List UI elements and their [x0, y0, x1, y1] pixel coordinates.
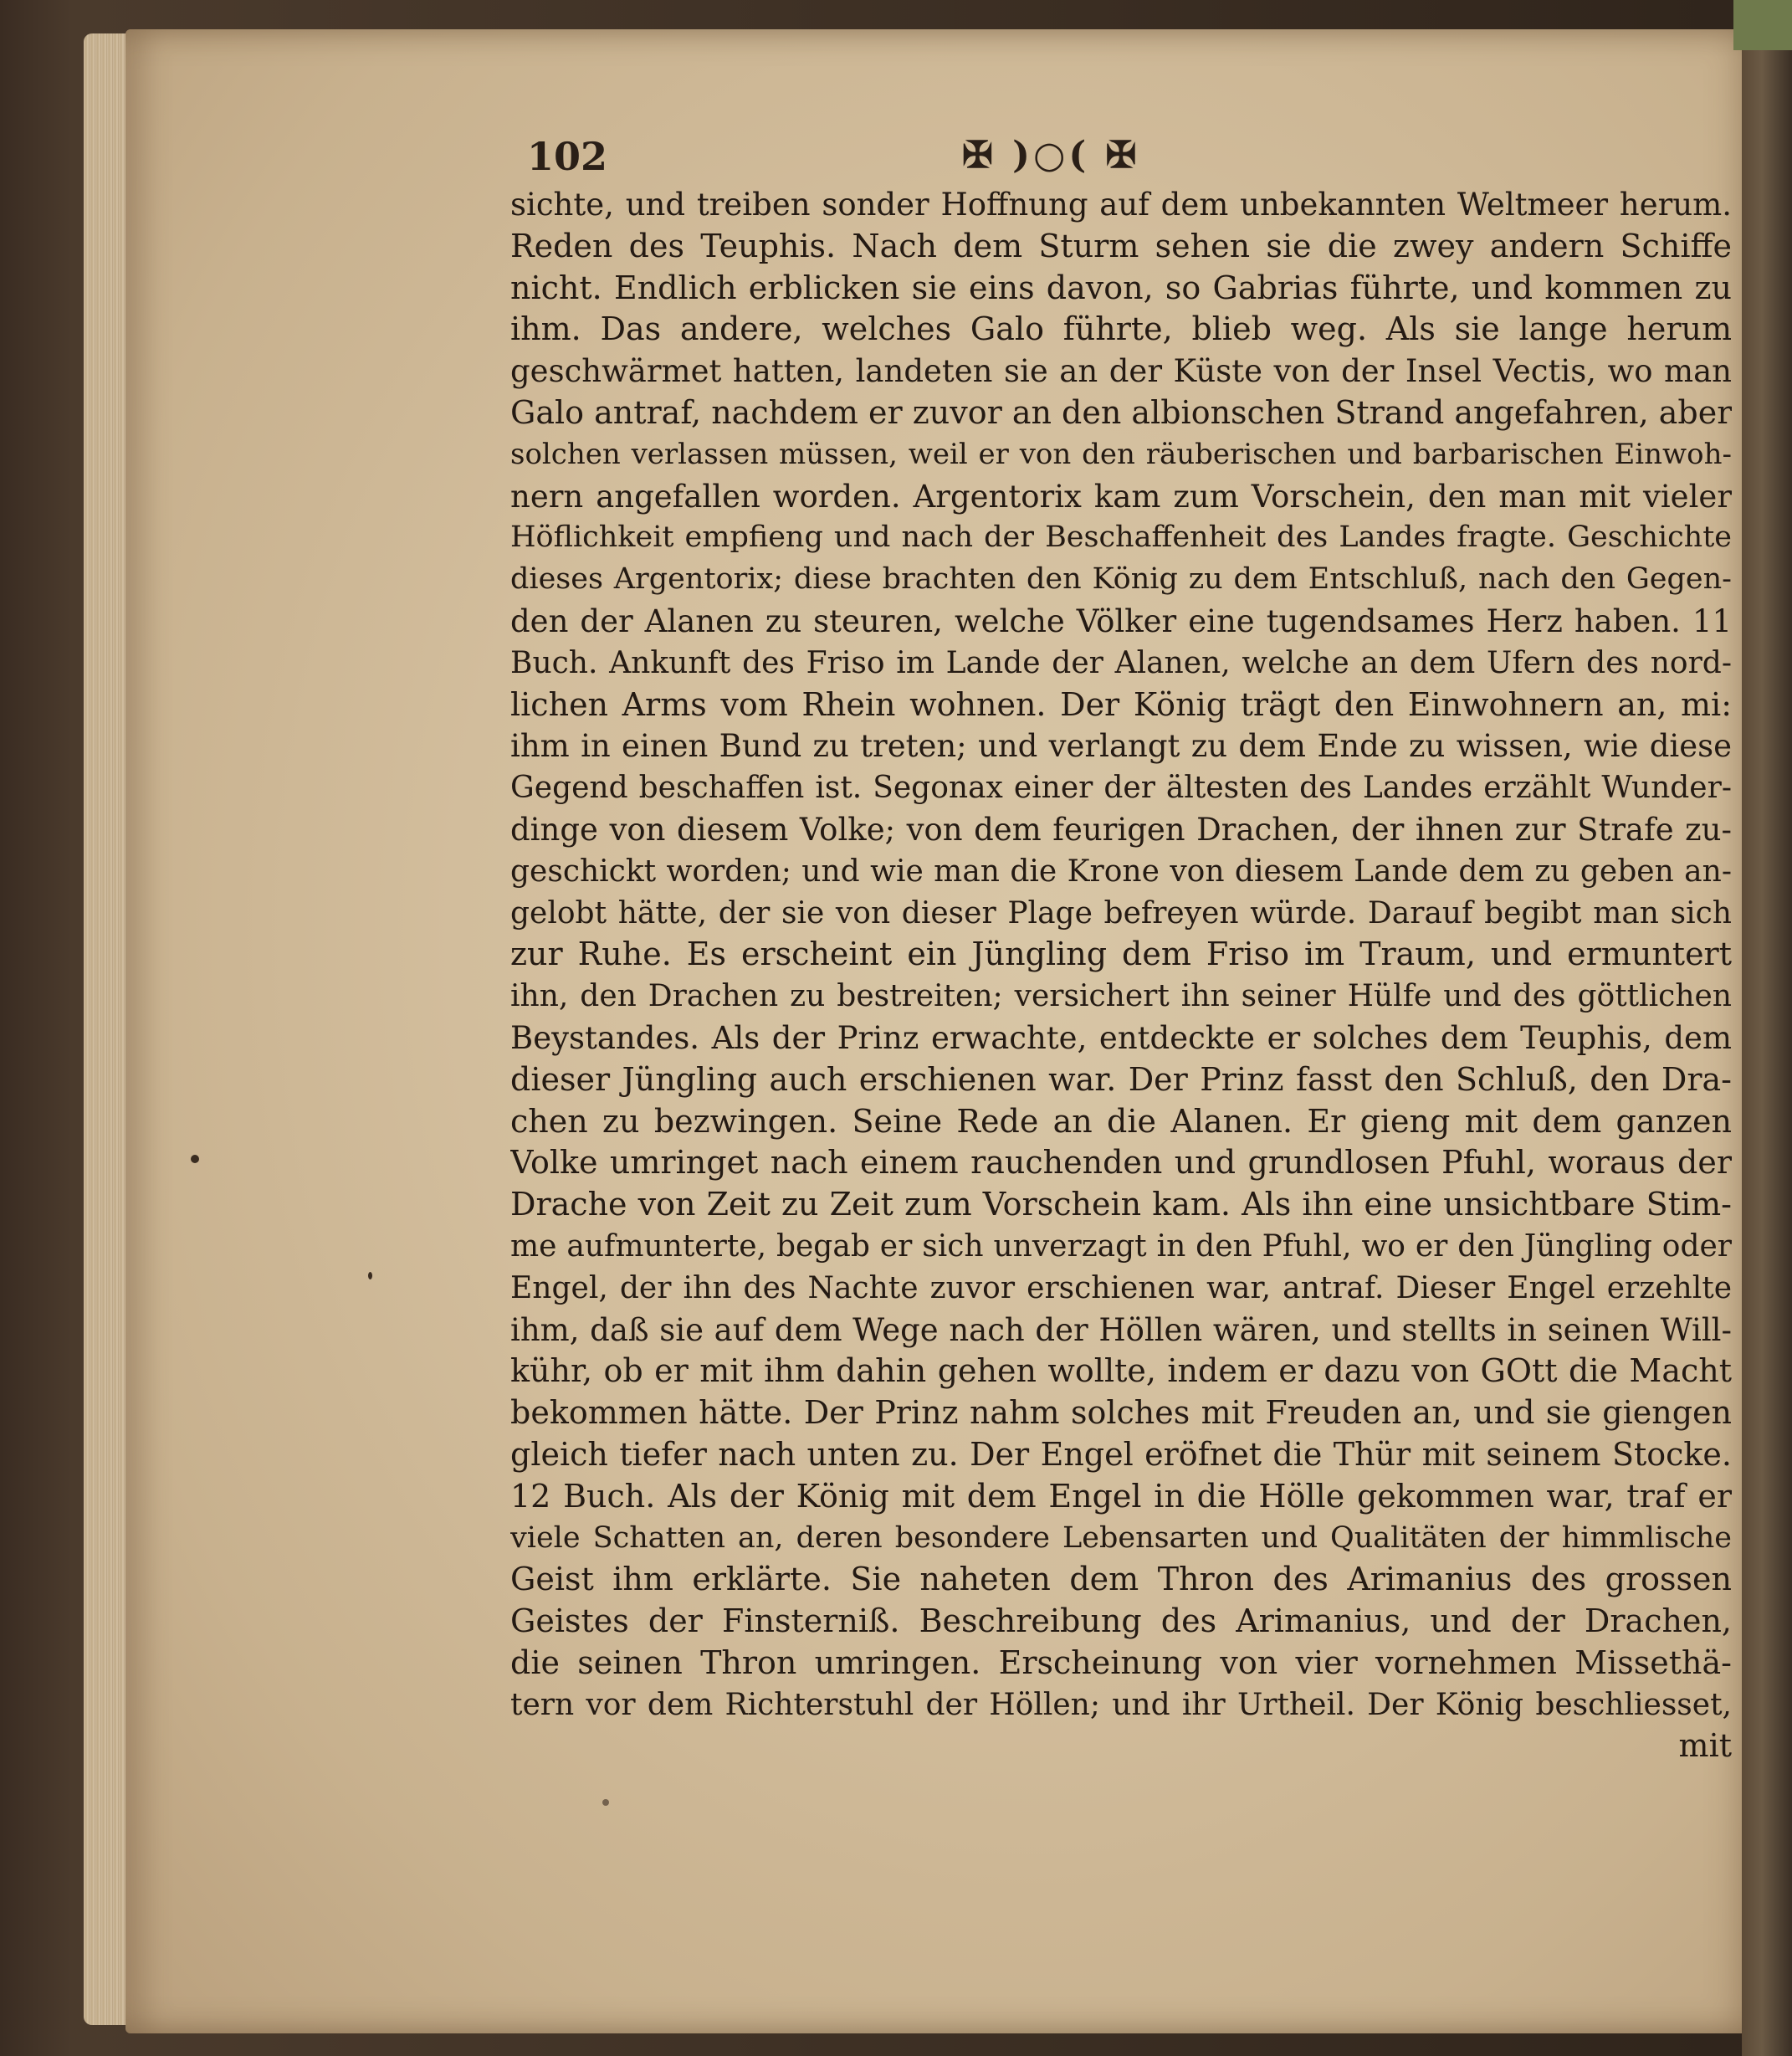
text-line: bekommen hätte. Der Prinz nahm solches mit Freuden an, und sie giengen [510, 1394, 1732, 1432]
paper-speck [602, 1799, 609, 1806]
text-line: tern vor dem Richterstuhl der Höllen; und ihr Urtheil. Der König beschliesset, [510, 1687, 1732, 1722]
page-number: 102 [527, 134, 608, 179]
text-line: Drache von Zeit zu Zeit zum Vorschein kam. Als ihn eine unsichtbare Stim- [510, 1186, 1732, 1223]
text-line: sichte, und treiben sonder Hoffnung auf dem unbekannten Weltmeer herum. [510, 187, 1732, 223]
text-line: dinge von diesem Volke; von dem feurigen Drachen, der ihnen zur Strafe zu- [510, 811, 1732, 848]
text-line: nern angefallen worden. Argentorix kam zum Vorschein, den man mit vieler [510, 478, 1732, 515]
text-line: ihn, den Drachen zu bestreiten; versichert ihn seiner Hülfe und des göttlichen [510, 979, 1732, 1014]
text-line: ihm. Das andere, welches Galo führte, blieb weg. Als sie lange herum [510, 310, 1732, 348]
text-line: solchen verlassen müssen, weil er von den räuberischen und barbarischen Einwoh- [510, 437, 1732, 471]
text-line: dieser Jüngling auch erschienen war. Der Prinz fasst den Schluß, den Dra- [510, 1060, 1732, 1098]
catchword: mit [1678, 1727, 1732, 1765]
text-line: nicht. Endlich erblicken sie eins davon, so Gabrias führte, und kommen zu [510, 269, 1732, 306]
text-line: dieses Argentorix; diese brachten den König zu dem Entschluß, nach den Gegen- [510, 562, 1732, 597]
text-line: Geistes der Finsterniß. Beschreibung des Arimanius, und der Drachen, [510, 1602, 1732, 1640]
paper-speck [368, 1272, 372, 1279]
header-ornament: ✠ )○( ✠ [962, 134, 1140, 177]
paper-speck [191, 1155, 199, 1163]
text-line: geschwärmet hatten, landeten sie an der Küste von der Insel Vectis, wo man [510, 353, 1732, 390]
book-gutter [1742, 0, 1792, 2056]
text-line: Volke umringet nach einem rauchenden und grundlosen Pfuhl, woraus der [510, 1144, 1732, 1182]
text-line: Geist ihm erklärte. Sie naheten dem Thron des Arimanius des grossen [510, 1561, 1732, 1598]
text-line: Galo antraf, nachdem er zuvor an den albionschen Strand angefahren, aber [510, 393, 1732, 431]
text-line: ihm, daß sie auf dem Wege nach der Höllen wären, und stellts in seinen Will- [510, 1311, 1732, 1348]
text-line: gleich tiefer nach unten zu. Der Engel eröfnet die Thür mit seinem Stocke. [510, 1435, 1732, 1473]
text-line: chen zu bezwingen. Seine Rede an die Alanen. Er gieng mit dem ganzen [510, 1102, 1732, 1140]
text-line: Engel, der ihn des Nachte zuvor erschienen war, antraf. Dieser Engel erzehlte [510, 1270, 1732, 1305]
text-line: viele Schatten an, deren besondere Lebensarten und Qualitäten der himmlische [510, 1520, 1732, 1555]
text-line: 12 Buch. Als der König mit dem Engel in die Hölle gekommen war, traf er [510, 1477, 1732, 1515]
text-line: zur Ruhe. Es erscheint ein Jüngling dem Friso im Traum, und ermuntert [510, 936, 1732, 973]
text-line: ihm in einen Bund zu treten; und verlangt zu dem Ende zu wissen, wie diese [510, 728, 1732, 765]
text-line: Beystandes. Als der Prinz erwachte, entdeckte er solches dem Teuphis, dem [510, 1019, 1732, 1056]
text-line: geschickt worden; und wie man die Krone von diesem Lande dem zu geben an- [510, 854, 1732, 889]
running-head [527, 134, 1740, 184]
body-text [510, 184, 1732, 1767]
corner-patch [1733, 0, 1792, 50]
text-line: gelobt hätte, der sie von dieser Plage befreyen würde. Darauf begibt man sich [510, 895, 1732, 931]
text-line: me aufmunterte, begab er sich unverzagt in den Pfuhl, wo er den Jüngling oder [510, 1228, 1732, 1264]
text-line: die seinen Thron umringen. Erscheinung von vier vornehmen Missethä- [510, 1643, 1732, 1681]
text-line: Höflichkeit empfieng und nach der Beschaffenheit des Landes fragte. Geschichte [510, 520, 1732, 555]
text-line: Buch. Ankunft des Friso im Lande der Alanen, welche an dem Ufern des nord- [510, 645, 1732, 680]
text-line: Reden des Teuphis. Nach dem Sturm sehen sie die zwey andern Schiffe [510, 227, 1732, 264]
text-line: Gegend beschaffen ist. Segonax einer der ältesten des Landes erzählt Wunder- [510, 771, 1732, 806]
text-line: lichen Arms vom Rhein wohnen. Der König trägt den Einwohnern an, mi: [510, 685, 1732, 723]
text-line: kühr, ob er mit ihm dahin gehen wollte, indem er dazu von GOtt die Macht [510, 1352, 1732, 1390]
text-line: den der Alanen zu steuren, welche Völker eine tugendsames Herz haben. 11 [510, 602, 1732, 639]
